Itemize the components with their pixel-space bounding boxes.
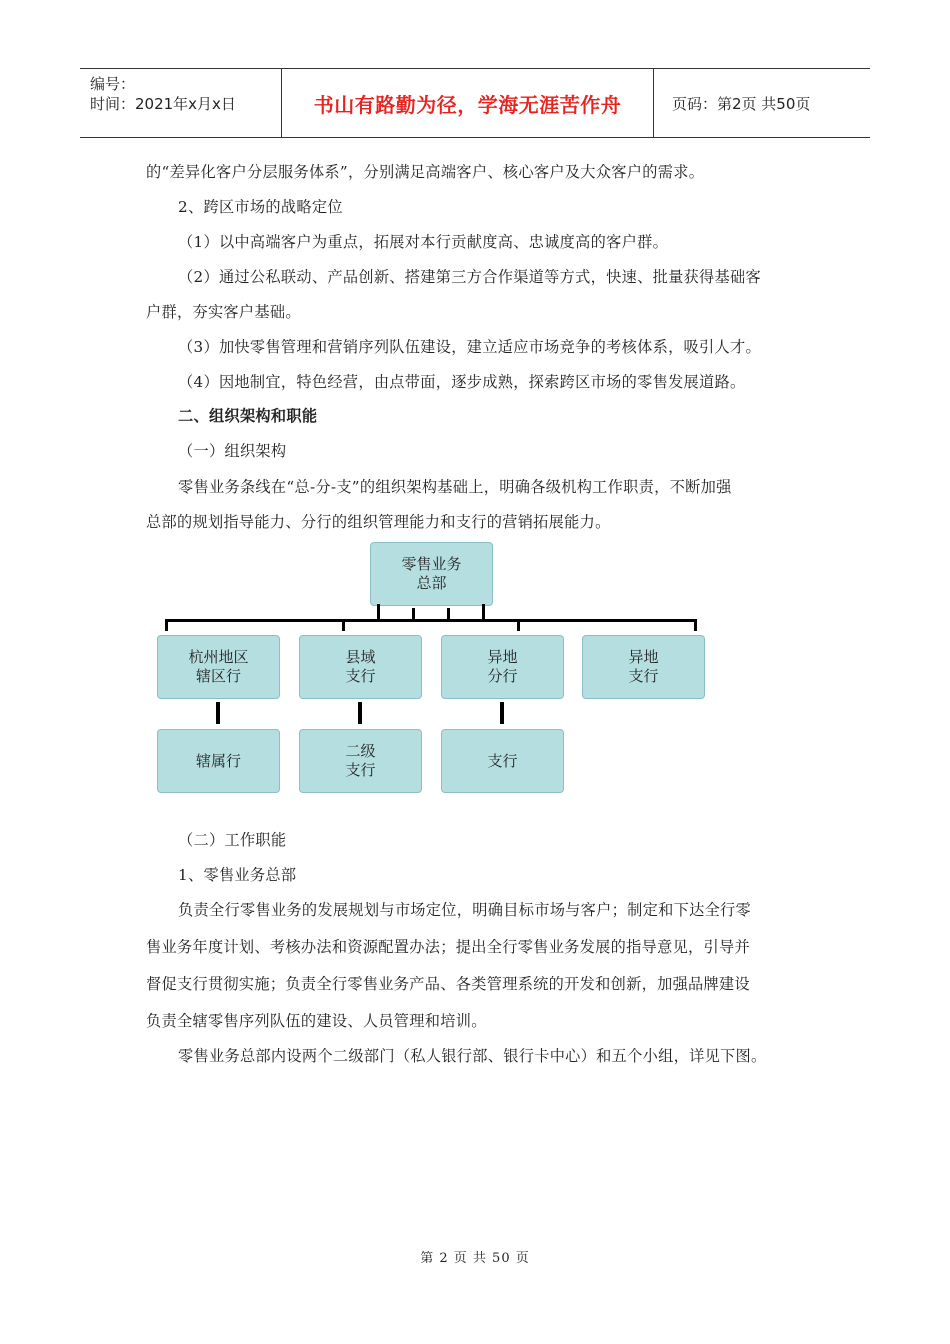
- paragraph-9d: 负责全辖零售序列队伍的建设、人员管理和培训。: [146, 1012, 487, 1030]
- org-box-offsite-branch: [441, 635, 564, 699]
- page-info: 页码：第2页 共50页: [672, 94, 811, 113]
- motto: 书山有路勤为径，学海无涯苦作舟: [313, 92, 622, 117]
- paragraph-3: （1）以中高端客户为重点，拓展对本行贡献度高、忠诚度高的客户群。: [178, 233, 669, 251]
- paragraph-6: （4）因地制宜，特色经营，由点带面，逐步成熟，探索跨区市场的零售发展道路。: [178, 373, 746, 391]
- connector: [500, 702, 504, 724]
- horizontal-connector: [165, 619, 697, 622]
- paragraph-9c: 督促支行贯彻实施；负责全行零售业务产品、各类管理系统的开发和创新，加强品牌建设: [146, 975, 751, 993]
- paragraph-7b: 总部的规划指导能力、分行的组织管理能力和支行的营销拓展能力。: [146, 513, 611, 531]
- header-right-cell: [664, 69, 870, 137]
- section-heading-org: 二、组织架构和职能: [178, 407, 318, 425]
- paragraph-4a: （2）通过公私联动、产品创新、搭建第三方合作渠道等方式，快速、批量获得基础客: [178, 268, 761, 286]
- org-box-hangzhou: [157, 635, 280, 699]
- org-box-hangzhou-line2: 辖区行: [195, 667, 241, 685]
- org-box-offsite-subbranch-line2: 支行: [628, 667, 659, 685]
- org-box-subbranch: [441, 729, 564, 793]
- header-motto-cell: [281, 69, 654, 137]
- connector: [358, 702, 362, 724]
- subheading-cross-region: 2、跨区市场的战略定位: [178, 198, 343, 216]
- paragraph-10: 零售业务总部内设两个二级部门（私人银行部、银行卡中心）和五个小组，详见下图。: [178, 1047, 767, 1065]
- header-left-cell: [80, 69, 280, 137]
- org-root-box: [370, 542, 493, 606]
- paragraph-4b: 户群，夯实客户基础。: [146, 303, 301, 321]
- org-box-offsite-branch-line2: 分行: [487, 667, 518, 685]
- org-box-secondary-line2: 支行: [345, 761, 376, 779]
- paragraph-5: （3）加快零售管理和营销序列队伍建设，建立适应市场竞争的考核体系，吸引人才。: [178, 338, 761, 356]
- paragraph-1: 的“差异化客户分层服务体系”，分别满足高端客户、核心客户及大众客户的需求。: [146, 163, 705, 181]
- org-box-secondary: [299, 729, 422, 793]
- subheading-org-structure: （一）组织架构: [178, 442, 287, 460]
- subheading-functions: （二）工作职能: [178, 831, 287, 849]
- paragraph-7a: 零售业务条线在“总-分-支”的组织架构基础上，明确各级机构工作职责，不断加强: [178, 478, 732, 496]
- connector: [694, 619, 697, 631]
- page-header: [80, 68, 870, 138]
- org-box-subordinate: [157, 729, 280, 793]
- org-box-hangzhou-line1: 杭州地区: [188, 648, 249, 666]
- org-box-county-line1: 县域: [345, 648, 376, 666]
- connector: [517, 619, 520, 631]
- org-box-offsite-subbranch-line1: 异地: [628, 648, 659, 666]
- time-label: 时间：2021年x月x日: [90, 95, 236, 113]
- org-box-secondary-line1: 二级: [345, 742, 376, 760]
- number-label: 编号：: [90, 75, 136, 93]
- connector: [482, 604, 485, 620]
- org-box-county: [299, 635, 422, 699]
- org-box-offsite-branch-line1: 异地: [487, 648, 518, 666]
- org-box-subordinate-label: 辖属行: [195, 751, 241, 770]
- org-box-offsite-subbranch: [582, 635, 705, 699]
- paragraph-9a: 负责全行零售业务的发展规划与市场定位，明确目标市场与客户；制定和下达全行零: [178, 901, 752, 919]
- connector: [342, 619, 345, 631]
- paragraph-9b: 售业务年度计划、考核办法和资源配置办法；提出全行零售业务发展的指导意见，引导并: [146, 938, 751, 956]
- org-root-line2: 总部: [416, 574, 447, 592]
- org-box-subbranch-label: 支行: [487, 751, 518, 770]
- subheading-retail-hq: 1、零售业务总部: [178, 866, 297, 884]
- org-root-line1: 零售业务: [401, 555, 462, 573]
- connector: [377, 604, 380, 620]
- org-box-county-line2: 支行: [345, 667, 376, 685]
- connector: [165, 619, 168, 631]
- connector: [216, 702, 220, 724]
- page-footer: 第 2 页 共 50 页: [420, 1251, 530, 1266]
